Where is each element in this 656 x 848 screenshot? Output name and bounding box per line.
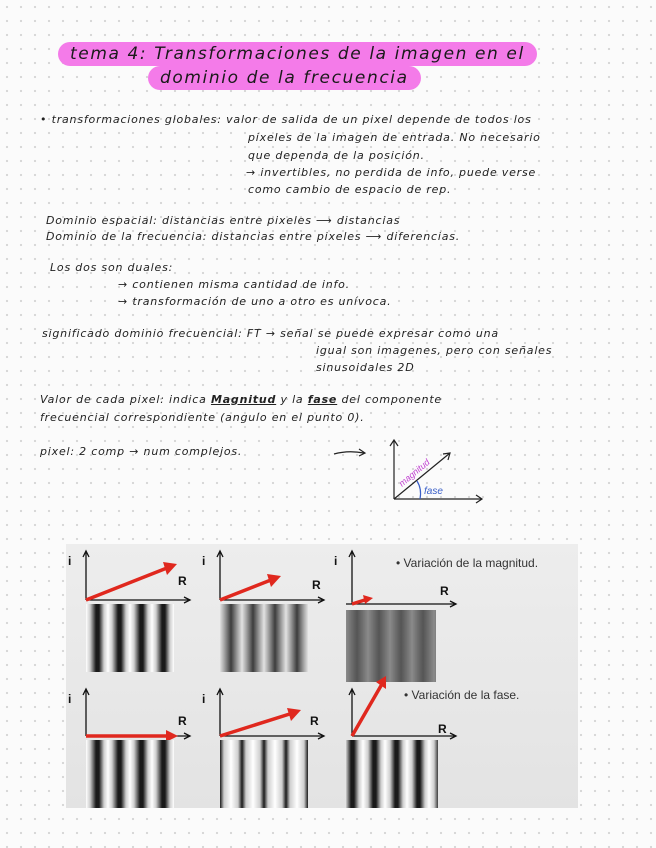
note-global-1: • transformaciones globales: valor de salida de un pixel depende de todos los — [40, 113, 532, 126]
caption-phase-variation: • Variación de la fase. — [404, 688, 520, 702]
axis-R-label: R — [438, 722, 447, 736]
note-pixel-value-post: del componente — [341, 393, 442, 406]
panel-axes — [80, 686, 192, 740]
embedded-slide-photo — [66, 544, 578, 808]
magnitude-phase-diagram — [362, 437, 488, 509]
note-pixel-value-1 — [40, 393, 442, 406]
panel-axes — [214, 686, 326, 740]
note-meaning-2: igual son imagenes, pero con señales — [316, 344, 553, 357]
note-magnitud-word: Magnitud — [210, 393, 277, 406]
panel-phase-2 — [202, 686, 326, 808]
note-fase-word: fase — [307, 393, 338, 406]
axis-i-label: i — [202, 692, 206, 706]
panel-phase-1 — [68, 686, 192, 808]
axis-R-label: R — [440, 584, 449, 598]
caption-magnitude-variation: • Variación de la magnitud. — [396, 556, 539, 570]
note-meaning-3: sinusoidales 2D — [316, 361, 415, 374]
panel-magnitude-2 — [202, 548, 326, 660]
sinusoid-image-phase-45 — [220, 740, 308, 808]
axis-R-label: R — [310, 714, 319, 728]
axis-R-label: R — [178, 574, 187, 588]
note-duals-2: → contienen misma cantidad de info. — [118, 278, 350, 291]
note-duals-3: → transformación de uno a otro es unívoca. — [118, 295, 392, 308]
panel-axes — [80, 548, 192, 604]
magnitud-label: magnitud — [396, 457, 432, 489]
note-pixel-comp: pixel: 2 comp → num complejos. — [40, 445, 243, 458]
note-pixel-value-pre: Valor de cada pixel: indica — [40, 393, 207, 406]
axis-R-label: R — [312, 578, 321, 592]
axis-i-label: i — [68, 692, 72, 706]
note-domain-frequency: Dominio de la frecuencia: distancias entre pixeles ⟶ diferencias. — [46, 230, 461, 243]
note-domain-spatial: Dominio espacial: distancias entre pixeles ⟶ distancias — [46, 214, 401, 227]
title-line-1: tema 4: Transformaciones de la imagen en el — [58, 42, 537, 66]
axis-i-label: i — [68, 554, 72, 568]
panel-axes — [214, 548, 326, 604]
panel-magnitude-1 — [68, 548, 192, 660]
note-duals-1: Los dos son duales: — [50, 261, 174, 274]
title-line-2: dominio de la frecuencia — [148, 66, 421, 90]
axis-i-label: i — [202, 554, 206, 568]
note-global-4: → invertibles, no perdida de info, puede verse — [246, 166, 537, 179]
note-global-3: que dependa de la posición. — [248, 149, 425, 162]
note-global-2: pixeles de la imagen de entrada. No necesario — [248, 131, 541, 144]
note-meaning-1: significado dominio frecuencial: FT → señal se puede expresar como una — [42, 327, 499, 340]
sinusoid-image-phase-0 — [86, 740, 174, 808]
note-pixel-value-2: frecuencial correspondiente (angulo en el punto 0). — [40, 411, 365, 424]
note-pixel-value-mid: y la — [280, 393, 304, 406]
axis-R-label: R — [178, 714, 187, 728]
sinusoid-image-phase-90 — [346, 740, 438, 808]
sinusoid-image-strong — [86, 604, 174, 672]
fase-label: fase — [424, 486, 443, 497]
note-global-5: como cambio de espacio de rep. — [248, 183, 452, 196]
axis-i-label: i — [334, 554, 338, 568]
sinusoid-image-medium — [220, 604, 308, 672]
magnitude-phase-sketch — [362, 437, 488, 509]
